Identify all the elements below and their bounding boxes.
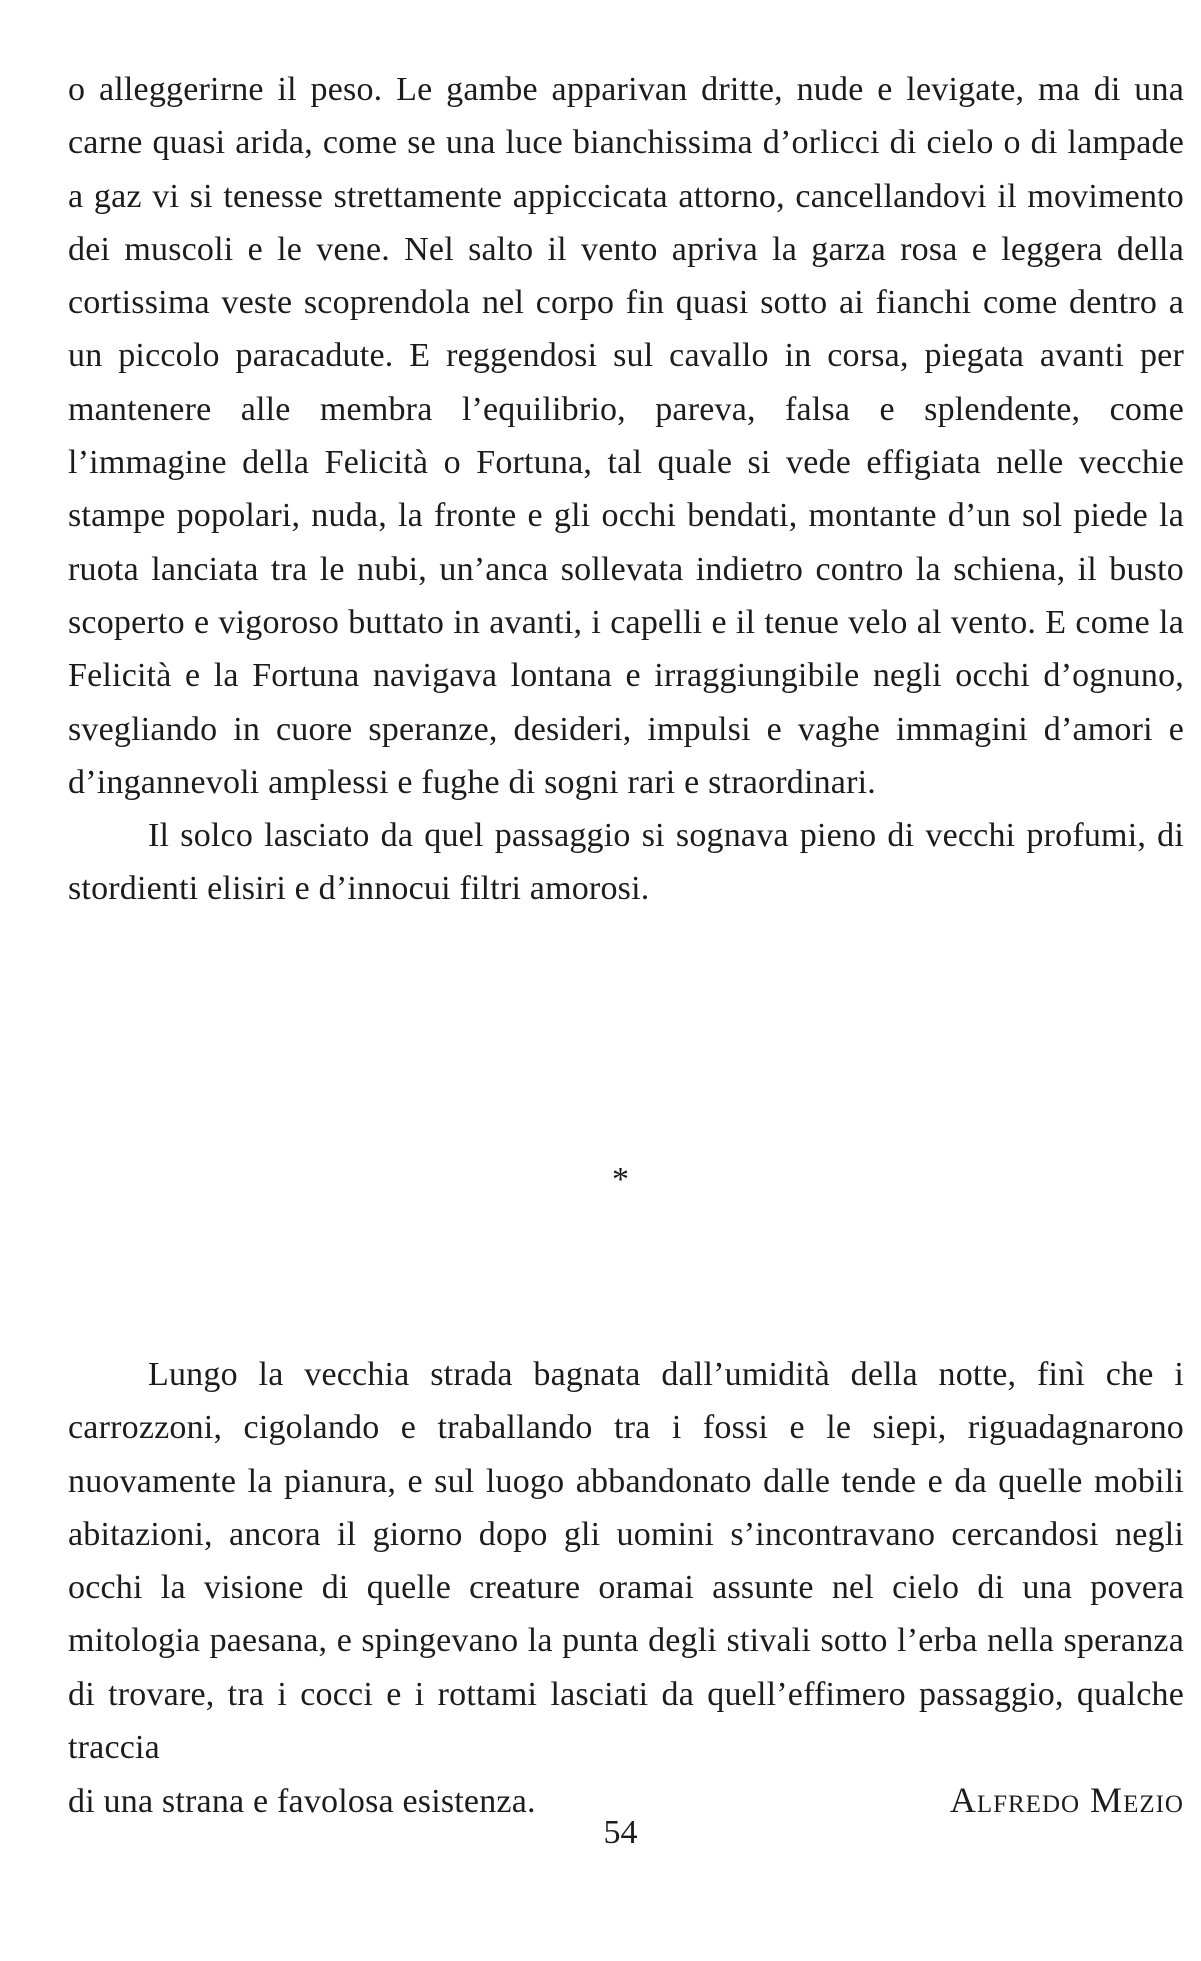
closing-final-text: di una strana e favolosa esistenza. bbox=[68, 1783, 536, 1821]
author-signature: Alfredo Mezio bbox=[949, 1780, 1184, 1821]
page-number: 54 bbox=[603, 1814, 638, 1851]
paragraph-closing: Lungo la vecchia strada bagnata dall’umidità della notte, finì che i carrozzoni, cigolando e traballando tra i fossi e le siepi, riguadagnarono nuovamente la pianura, e sul luogo abbandonato dalle tende e da quelle mobili abitazioni, ancora il giorno dopo gli uomini s’incontravano cercandosi negli occhi la visione di quelle creature oramai assunte nel cielo di una povera mitologia paesana, e spingevano la punta degli stivali sotto l’erba nella speranza di trovare, tra i cocci e i rottami lasciati da quell’effimero passaggio, qualche traccia bbox=[68, 1356, 1184, 1767]
section-separator: * bbox=[612, 1161, 629, 1198]
upper-text-section bbox=[68, 63, 1184, 916]
paragraph-solco: Il solco lasciato da quel passaggio si sognava pieno di vecchi profumi, di stordienti elisiri e d’innocui filtri amorosi. bbox=[68, 817, 1184, 908]
lower-text-section bbox=[68, 1348, 1184, 1829]
paragraph-fortuna: o alleggerirne il peso. Le gambe apparivan dritte, nude e levigate, ma di una carne quasi arida, come se una luce bianchissima d’orlicci di cielo o di lampade a gaz vi si tenesse strettamente appiccicata attorno, cancellandovi il movimento dei muscoli e le vene. Nel salto il vento apriva la garza rosa e leggera della cortissima veste scoprendola nel corpo fin quasi sotto ai fianchi come dentro a un piccolo paracadute. E reggendosi sul cavallo in corsa, piegata avanti per mantenere alle membra l’equilibrio, pareva, falsa e splendente, come l’immagine della Felicità o Fortuna, tal quale si vede effigiata nelle vecchie stampe popolari, nuda, la fronte e gli occhi bendati, montante d’un sol piede la ruota lanciata tra le nubi, un’anca sollevata indietro contro la schiena, il busto scoperto e vigoroso buttato in avanti, i capelli e il tenue velo al vento. E come la Felicità e la Fortuna navigava lontana e irraggiungibile negli occhi d’ognuno, svegliando in cuore speranze, desideri, impulsi e vaghe immagini d’amori e d’ingannevoli amplessi e fughe di sogni rari e straordinari. bbox=[68, 71, 1184, 801]
